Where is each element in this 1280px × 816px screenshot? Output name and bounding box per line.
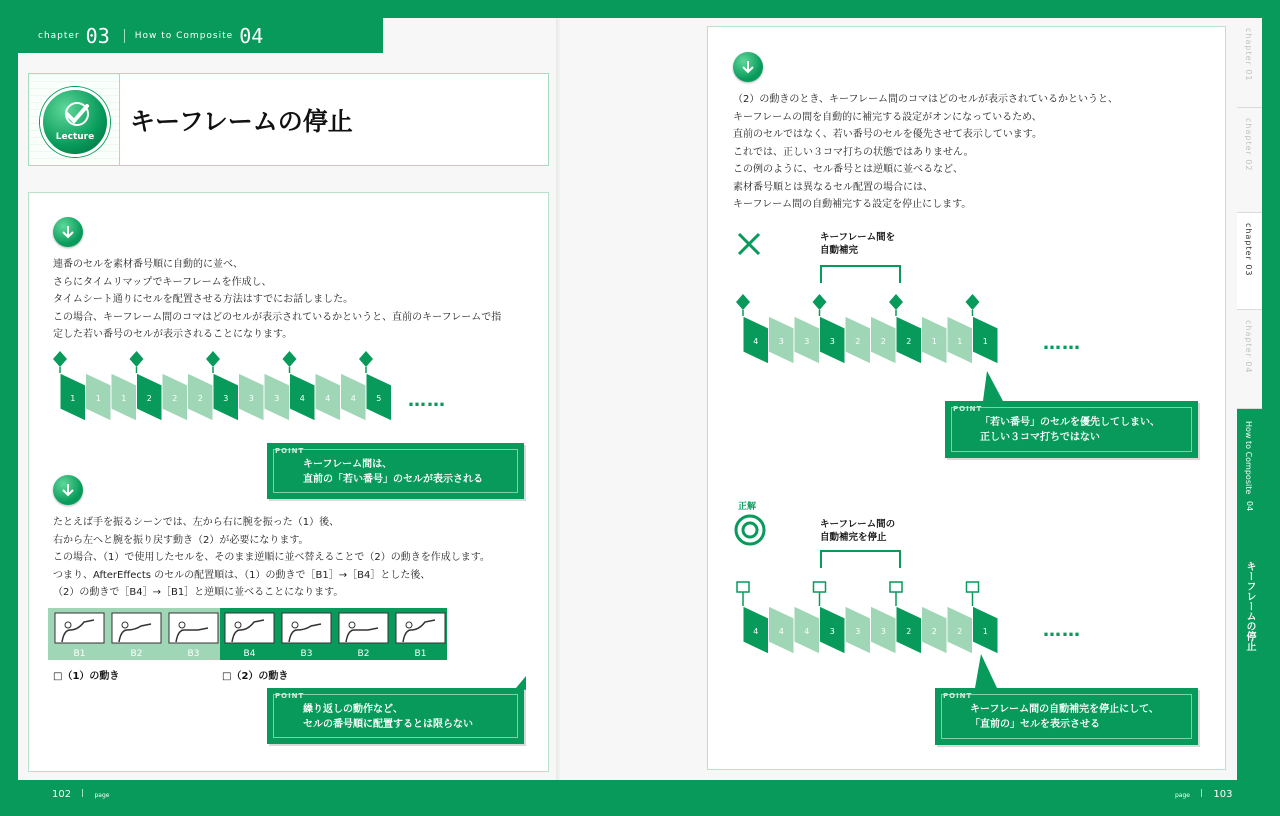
text-line: 繰り返しの動作など、 — [303, 704, 403, 715]
text-line: 直前の「若い番号」のセルが表示される — [303, 474, 483, 485]
cell — [896, 316, 922, 364]
cell — [315, 373, 341, 421]
continuation-dots-3: …… — [1043, 620, 1081, 641]
cell — [264, 373, 290, 421]
cell — [111, 373, 137, 421]
cell — [239, 373, 265, 421]
cell-number: 4 — [325, 394, 331, 403]
arm-pose-icon — [281, 612, 332, 644]
point-label: POINT — [943, 692, 973, 700]
cell-number: 2 — [172, 394, 178, 403]
cell — [743, 316, 769, 364]
down-arrow-icon — [53, 217, 83, 247]
cell — [794, 606, 820, 654]
cell — [871, 606, 897, 654]
point-text — [970, 702, 1159, 732]
cell-number: 3 — [274, 394, 280, 403]
text-line: （2）の動きで［B4］→［B1］と逆順に並べることになります。 — [53, 587, 344, 598]
point-box-3 — [945, 401, 1198, 458]
text-line: キーフレーム間の自動補完を停止にして、 — [970, 704, 1159, 715]
page-number-right: 103 — [1213, 789, 1233, 800]
arm-cell-label: B1 — [414, 649, 427, 659]
cell-number: 3 — [223, 394, 229, 403]
cell-number: 2 — [146, 394, 152, 403]
hold-keyframe-marker — [814, 582, 826, 592]
text-line: 連番のセルを素材番号順に自動的に並べ、 — [53, 259, 243, 270]
cell-number: 4 — [299, 394, 305, 403]
text-line: キーフレーム間の自動補完する設定を停止にします。 — [733, 199, 972, 210]
keyframe-marker — [966, 294, 980, 310]
cell — [922, 316, 948, 364]
cell-number: 2 — [931, 627, 937, 636]
cell — [794, 316, 820, 364]
side-section-bar — [1237, 409, 1262, 780]
cell-number: 3 — [804, 337, 810, 346]
keyframe-marker — [736, 294, 750, 310]
keyframe-marker — [130, 351, 144, 367]
side-title: キーフレームの停止 — [1244, 561, 1255, 651]
cell-number: 1 — [957, 337, 963, 346]
cell-number: 3 — [829, 337, 835, 346]
cell-number: 4 — [753, 337, 759, 346]
side-tab-chapter-04[interactable]: chapter 04 — [1237, 310, 1262, 409]
cell-number: 3 — [880, 627, 886, 636]
arm-cell-label: B3 — [300, 649, 313, 659]
keyframe-marker — [359, 351, 373, 367]
point-box-1 — [267, 443, 524, 499]
text-line: 「直前の」セルを表示させる — [970, 719, 1100, 730]
side-tab-chapter-02[interactable]: chapter 02 — [1237, 108, 1262, 213]
text-line: 定した若い番号のセルが表示されることになります。 — [53, 329, 293, 340]
fig2-label — [820, 518, 895, 544]
cell — [896, 606, 922, 654]
cell-number: 4 — [804, 627, 810, 636]
arm-cell — [54, 612, 105, 659]
down-arrow-icon — [733, 52, 763, 82]
cell-number: 3 — [248, 394, 254, 403]
down-arrow-icon — [53, 475, 83, 505]
cell — [290, 373, 316, 421]
cell — [820, 606, 846, 654]
point-box-2 — [267, 688, 524, 744]
cell-number: 2 — [906, 337, 912, 346]
keyframe-marker — [813, 294, 827, 310]
side-section-num: 04 — [1245, 501, 1254, 512]
page-number-left: 102 — [52, 789, 72, 800]
side-section-name: How to Composite — [1244, 421, 1253, 495]
text-line: 素材番号順とは異なるセル配置の場合には、 — [733, 181, 933, 193]
fig1-label — [820, 231, 895, 257]
cell-number: 4 — [753, 627, 759, 636]
text-line: セルの番号順に配置するとは限らない — [303, 719, 473, 730]
hold-keyframe-marker — [967, 582, 979, 592]
text-line: キーフレーム間の — [820, 519, 896, 530]
point-text — [303, 457, 483, 487]
cell-number: 1 — [982, 627, 988, 636]
text-line: キーフレーム間は、 — [303, 459, 393, 470]
arm-cell-label: B2 — [130, 649, 143, 659]
text-line: この例のように、セル番号とは逆順に並べるなど、 — [733, 164, 963, 175]
text-line: これでは、正しい３コマ打ちの状態ではありません。 — [733, 146, 974, 158]
cell-number: 2 — [906, 627, 912, 636]
keyframe-marker — [283, 351, 297, 367]
cell-number: 4 — [350, 394, 356, 403]
cell — [769, 316, 795, 364]
cell — [137, 373, 163, 421]
wrong-x-icon — [737, 232, 761, 256]
arm-cell — [168, 612, 219, 659]
side-tab-chapter-03[interactable]: chapter 03 — [1237, 213, 1262, 310]
correct-label: 正解 — [738, 502, 757, 512]
arm-pose-icon — [54, 612, 105, 644]
correct-circle-icon — [734, 514, 766, 546]
cell-number: 1 — [121, 394, 127, 403]
text-line: 右から左へと腕を振り戻す動き（2）が必要になります。 — [53, 534, 309, 546]
section-word: How to Composite — [134, 30, 234, 41]
cell — [845, 316, 871, 364]
arm-cell — [338, 612, 389, 659]
text-line: この場合、（1）で使用したセルを、そのまま逆順に並べ替えることで（2）の動きを作成します。 — [53, 552, 490, 563]
arm-cell — [111, 612, 162, 659]
point-text — [303, 702, 473, 732]
cell-number: 5 — [376, 394, 382, 403]
text-line: 直前のセルではなく、若い番号のセルを優先させて表示しています。 — [733, 129, 1042, 140]
cell-number: 2 — [957, 627, 963, 636]
cell-number: 3 — [855, 627, 861, 636]
right-paragraph — [733, 91, 1118, 214]
arm-pose-icon — [168, 612, 219, 644]
continuation-dots-2: …… — [1043, 333, 1081, 354]
text-line: キーフレーム間を — [820, 232, 896, 243]
cell-number: 1 — [931, 337, 937, 346]
arm-cell-label: B1 — [73, 649, 86, 659]
arm-cell-label: B2 — [357, 649, 370, 659]
cell — [973, 316, 999, 364]
arm-cell-label: B3 — [187, 649, 200, 659]
keyframe-bracket-1 — [820, 265, 902, 283]
lecture-badge — [40, 87, 110, 157]
lecture-label: Lecture — [55, 132, 95, 142]
cell — [947, 316, 973, 364]
cell-number: 2 — [880, 337, 886, 346]
chapter-word: chapter — [38, 30, 80, 41]
text-line: タイムシート通りにセルを配置させる方法はすでにお話しました。 — [53, 294, 354, 305]
arm-cell — [224, 612, 275, 659]
footer-right: page 103 — [1175, 789, 1233, 800]
arm-pose-icon — [224, 612, 275, 644]
cell-number: 2 — [855, 337, 861, 346]
cell-number: 4 — [778, 627, 784, 636]
side-tab-chapter-01[interactable]: chapter 01 — [1237, 18, 1262, 108]
cell — [845, 606, 871, 654]
page-title: キーフレームの停止 — [130, 107, 353, 136]
keyframe-marker — [206, 351, 220, 367]
text-line: たとえば手を振るシーンでは、左から右に腕を振った（1）後、 — [53, 517, 340, 528]
text-line: 「若い番号」のセルを優先してしまい、 — [980, 417, 1160, 428]
point-label: POINT — [275, 447, 305, 455]
hold-keyframe-marker — [737, 582, 749, 592]
arm-motion-figure — [48, 608, 447, 660]
arm-cell-label: B4 — [243, 649, 256, 659]
arm-cell — [395, 612, 446, 659]
cell-number: 3 — [829, 627, 835, 636]
cell — [743, 606, 769, 654]
cell — [973, 606, 999, 654]
text-line: キーフレームの間を自動的に補完する設定がオンになっているため、 — [733, 111, 1042, 123]
text-line: さらにタイムリマップでキーフレームを作成し、 — [53, 276, 272, 288]
cell — [213, 373, 239, 421]
cell — [769, 606, 795, 654]
text-line: この場合、キーフレーム間のコマはどのセルが表示されているかというと、直前のキーフレームで指 — [53, 311, 502, 323]
cell — [366, 373, 392, 421]
keyframe-marker — [53, 351, 67, 367]
text-line: 正しい３コマ打ちではない — [980, 432, 1100, 443]
caption-motion-2: □（2）の動き — [222, 671, 289, 682]
cell-number: 1 — [95, 394, 101, 403]
footer-left: 102 page — [52, 789, 110, 800]
point-label: POINT — [953, 405, 983, 413]
caption-motion-1: □（1）の動き — [53, 671, 120, 682]
text-line: 自動補完を停止 — [820, 532, 887, 543]
chapter-number: 03 — [85, 23, 110, 48]
cell — [86, 373, 112, 421]
cell — [947, 606, 973, 654]
chapter-header — [18, 18, 383, 53]
left-paragraph-2 — [53, 514, 490, 602]
text-line: つまり、AfterEffects のセルの配置順は、（1）の動きで［B1］→［B4］とした後、 — [53, 569, 431, 581]
arm-pose-icon — [111, 612, 162, 644]
text-line: （2）の動きのとき、キーフレーム間のコマはどのセルが表示されているかというと、 — [733, 94, 1119, 105]
arm-pose-icon — [338, 612, 389, 644]
keyframe-bracket-2 — [820, 550, 902, 568]
continuation-dots-1: …… — [408, 390, 446, 411]
cell — [922, 606, 948, 654]
section-number: 04 — [239, 23, 264, 48]
header-divider — [124, 29, 125, 43]
cell-number: 1 — [70, 394, 76, 403]
point-box-4 — [935, 688, 1198, 745]
cell — [60, 373, 86, 421]
cell — [871, 316, 897, 364]
cell-strip-3 — [733, 578, 1033, 658]
keyframe-marker — [889, 294, 903, 310]
text-line: 自動補完 — [820, 245, 859, 256]
cell — [188, 373, 214, 421]
arm-pose-icon — [395, 612, 446, 644]
cell-strip-1 — [50, 345, 400, 425]
hold-keyframe-marker — [890, 582, 902, 592]
cell — [162, 373, 188, 421]
cell — [820, 316, 846, 364]
left-paragraph-1 — [53, 256, 501, 344]
point-text — [980, 415, 1160, 445]
cell-number: 2 — [197, 394, 203, 403]
cell — [341, 373, 367, 421]
cell-number: 3 — [778, 337, 784, 346]
point-label: POINT — [275, 692, 305, 700]
cell-strip-2 — [733, 288, 1033, 368]
arm-cell — [281, 612, 332, 659]
cell-number: 1 — [982, 337, 988, 346]
pencil-check-icon — [63, 100, 91, 128]
